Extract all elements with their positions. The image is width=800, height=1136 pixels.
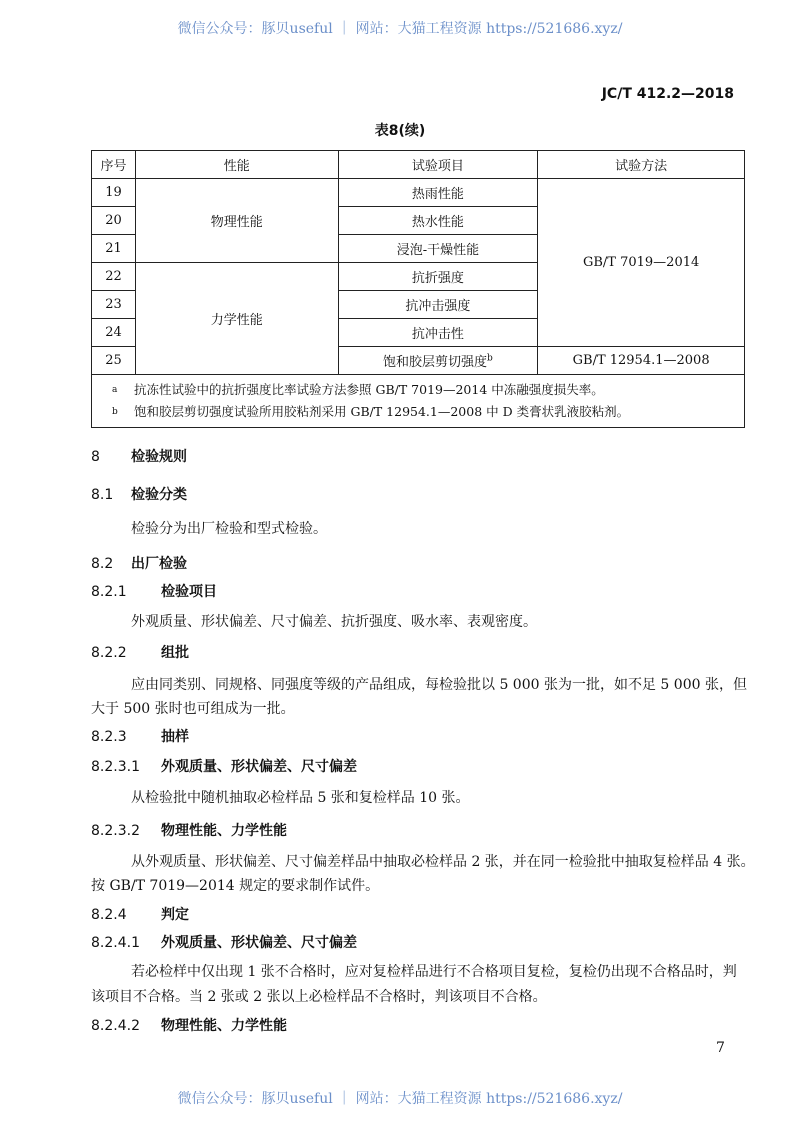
section-number: 8.2.3: [91, 729, 127, 745]
item-cell: 抗冲击强度: [338, 291, 538, 319]
section-title: 组批: [161, 645, 189, 661]
section-title: 检验项目: [161, 584, 217, 600]
paragraph-continuation: 按 GB/T 7019—2014 规定的要求制作试件。: [91, 878, 380, 894]
watermark-top: 微信公众号：豚贝useful ｜ 网站：大猫工程资源 https://521686.xyz/: [177, 21, 623, 37]
paragraph-continuation: 大于 500 张时也可组成为一批。: [91, 701, 295, 717]
item-cell: 浸泡-干燥性能: [338, 235, 538, 263]
item-text: 饱和胶层剪切强度: [383, 355, 488, 370]
section-number: 8.2.3.1: [91, 759, 140, 775]
paragraph: 从外观质量、形状偏差、尺寸偏差样品中抽取必检样品 2 张，并在同一检验批中抽取复检样品 4 张。: [131, 854, 755, 870]
item-cell: 热雨性能: [338, 179, 538, 207]
section-heading: [91, 553, 187, 573]
row-number: 24: [92, 319, 136, 347]
paragraph: 检验分为出厂检验和型式检验。: [131, 521, 327, 537]
section-number: 8.2.1: [91, 584, 127, 600]
section-title: 抽样: [161, 729, 189, 745]
table-caption: 表8(续): [374, 123, 426, 139]
section-number: 8.1: [91, 487, 114, 503]
method-cell: GB/T 7019—2014: [538, 179, 745, 347]
footnote-mark: b: [112, 407, 118, 417]
section-number: 8.2.4.2: [91, 1018, 140, 1034]
header-cell: 试验项目: [338, 151, 538, 179]
section-title: 检验规则: [131, 449, 187, 465]
group-cell: 物理性能: [135, 179, 338, 263]
row-number: 22: [92, 263, 136, 291]
item-cell: [338, 347, 538, 375]
test-methods-table: [91, 150, 745, 428]
paragraph: 外观质量、形状偏差、尺寸偏差、抗折强度、吸水率、表观密度。: [131, 614, 537, 630]
section-title: 物理性能、力学性能: [161, 823, 287, 839]
row-number: 20: [92, 207, 136, 235]
footnote-ref: b: [487, 353, 493, 364]
section-heading: [91, 446, 187, 466]
section-heading: [91, 932, 357, 952]
section-title: 外观质量、形状偏差、尺寸偏差: [161, 935, 357, 951]
item-cell: 抗折强度: [338, 263, 538, 291]
footnotes: [92, 375, 745, 428]
section-number: 8.2.4: [91, 907, 127, 923]
document-code: JC/T 412.2—2018: [601, 86, 734, 102]
section-heading: [91, 581, 217, 601]
table-row: [92, 179, 745, 207]
watermark-bottom: 微信公众号：豚贝useful ｜ 网站：大猫工程资源 https://521686.xyz/: [177, 1091, 623, 1107]
footnote-row: [92, 375, 745, 428]
section-heading: [91, 820, 287, 840]
row-number: 21: [92, 235, 136, 263]
page-number: 7: [716, 1040, 725, 1056]
section-number: 8: [91, 449, 100, 465]
section-heading: [91, 726, 189, 746]
section-heading: [91, 1015, 287, 1035]
group-cell: 力学性能: [135, 263, 338, 375]
table-header-row: [92, 151, 745, 179]
section-number: 8.2.4.1: [91, 935, 140, 951]
section-number: 8.2.3.2: [91, 823, 140, 839]
section-title: 外观质量、形状偏差、尺寸偏差: [161, 759, 357, 775]
section-title: 判定: [161, 907, 189, 923]
footnote-text: 抗冻性试验中的抗折强度比率试验方法参照 GB/T 7019—2014 中冻融强度损失率。: [134, 382, 604, 397]
section-number: 8.2: [91, 556, 114, 572]
row-number: 23: [92, 291, 136, 319]
footnote-mark: a: [112, 385, 118, 395]
section-number: 8.2.2: [91, 645, 127, 661]
row-number: 25: [92, 347, 136, 375]
paragraph: 若必检样中仅出现 1 张不合格时，应对复检样品进行不合格项目复检，复检仍出现不合格品时，判: [131, 964, 737, 980]
section-heading: [91, 642, 189, 662]
footnote-b: [112, 401, 744, 423]
paragraph: 从检验批中随机抽取必检样品 5 张和复检样品 10 张。: [131, 790, 470, 806]
section-title: 物理性能、力学性能: [161, 1018, 287, 1034]
section-heading: [91, 756, 357, 776]
section-heading: [91, 484, 187, 504]
section-heading: [91, 904, 189, 924]
method-cell: GB/T 12954.1—2008: [538, 347, 745, 375]
paragraph-continuation: 该项目不合格。当 2 张或 2 张以上必检样品不合格时，判该项目不合格。: [91, 989, 547, 1005]
item-cell: 热水性能: [338, 207, 538, 235]
section-title: 出厂检验: [131, 556, 187, 572]
section-title: 检验分类: [131, 487, 187, 503]
row-number: 19: [92, 179, 136, 207]
paragraph: 应由同类别、同规格、同强度等级的产品组成，每检验批以 5 000 张为一批，如不足 5 000 张，但: [131, 677, 747, 693]
item-cell: 抗冲击性: [338, 319, 538, 347]
footnote-a: [112, 379, 744, 401]
header-cell: 性能: [135, 151, 338, 179]
header-cell: 序号: [92, 151, 136, 179]
footnote-text: 饱和胶层剪切强度试验所用胶粘剂采用 GB/T 12954.1—2008 中 D 类膏状乳液胶粘剂。: [134, 404, 630, 419]
header-cell: 试验方法: [538, 151, 745, 179]
